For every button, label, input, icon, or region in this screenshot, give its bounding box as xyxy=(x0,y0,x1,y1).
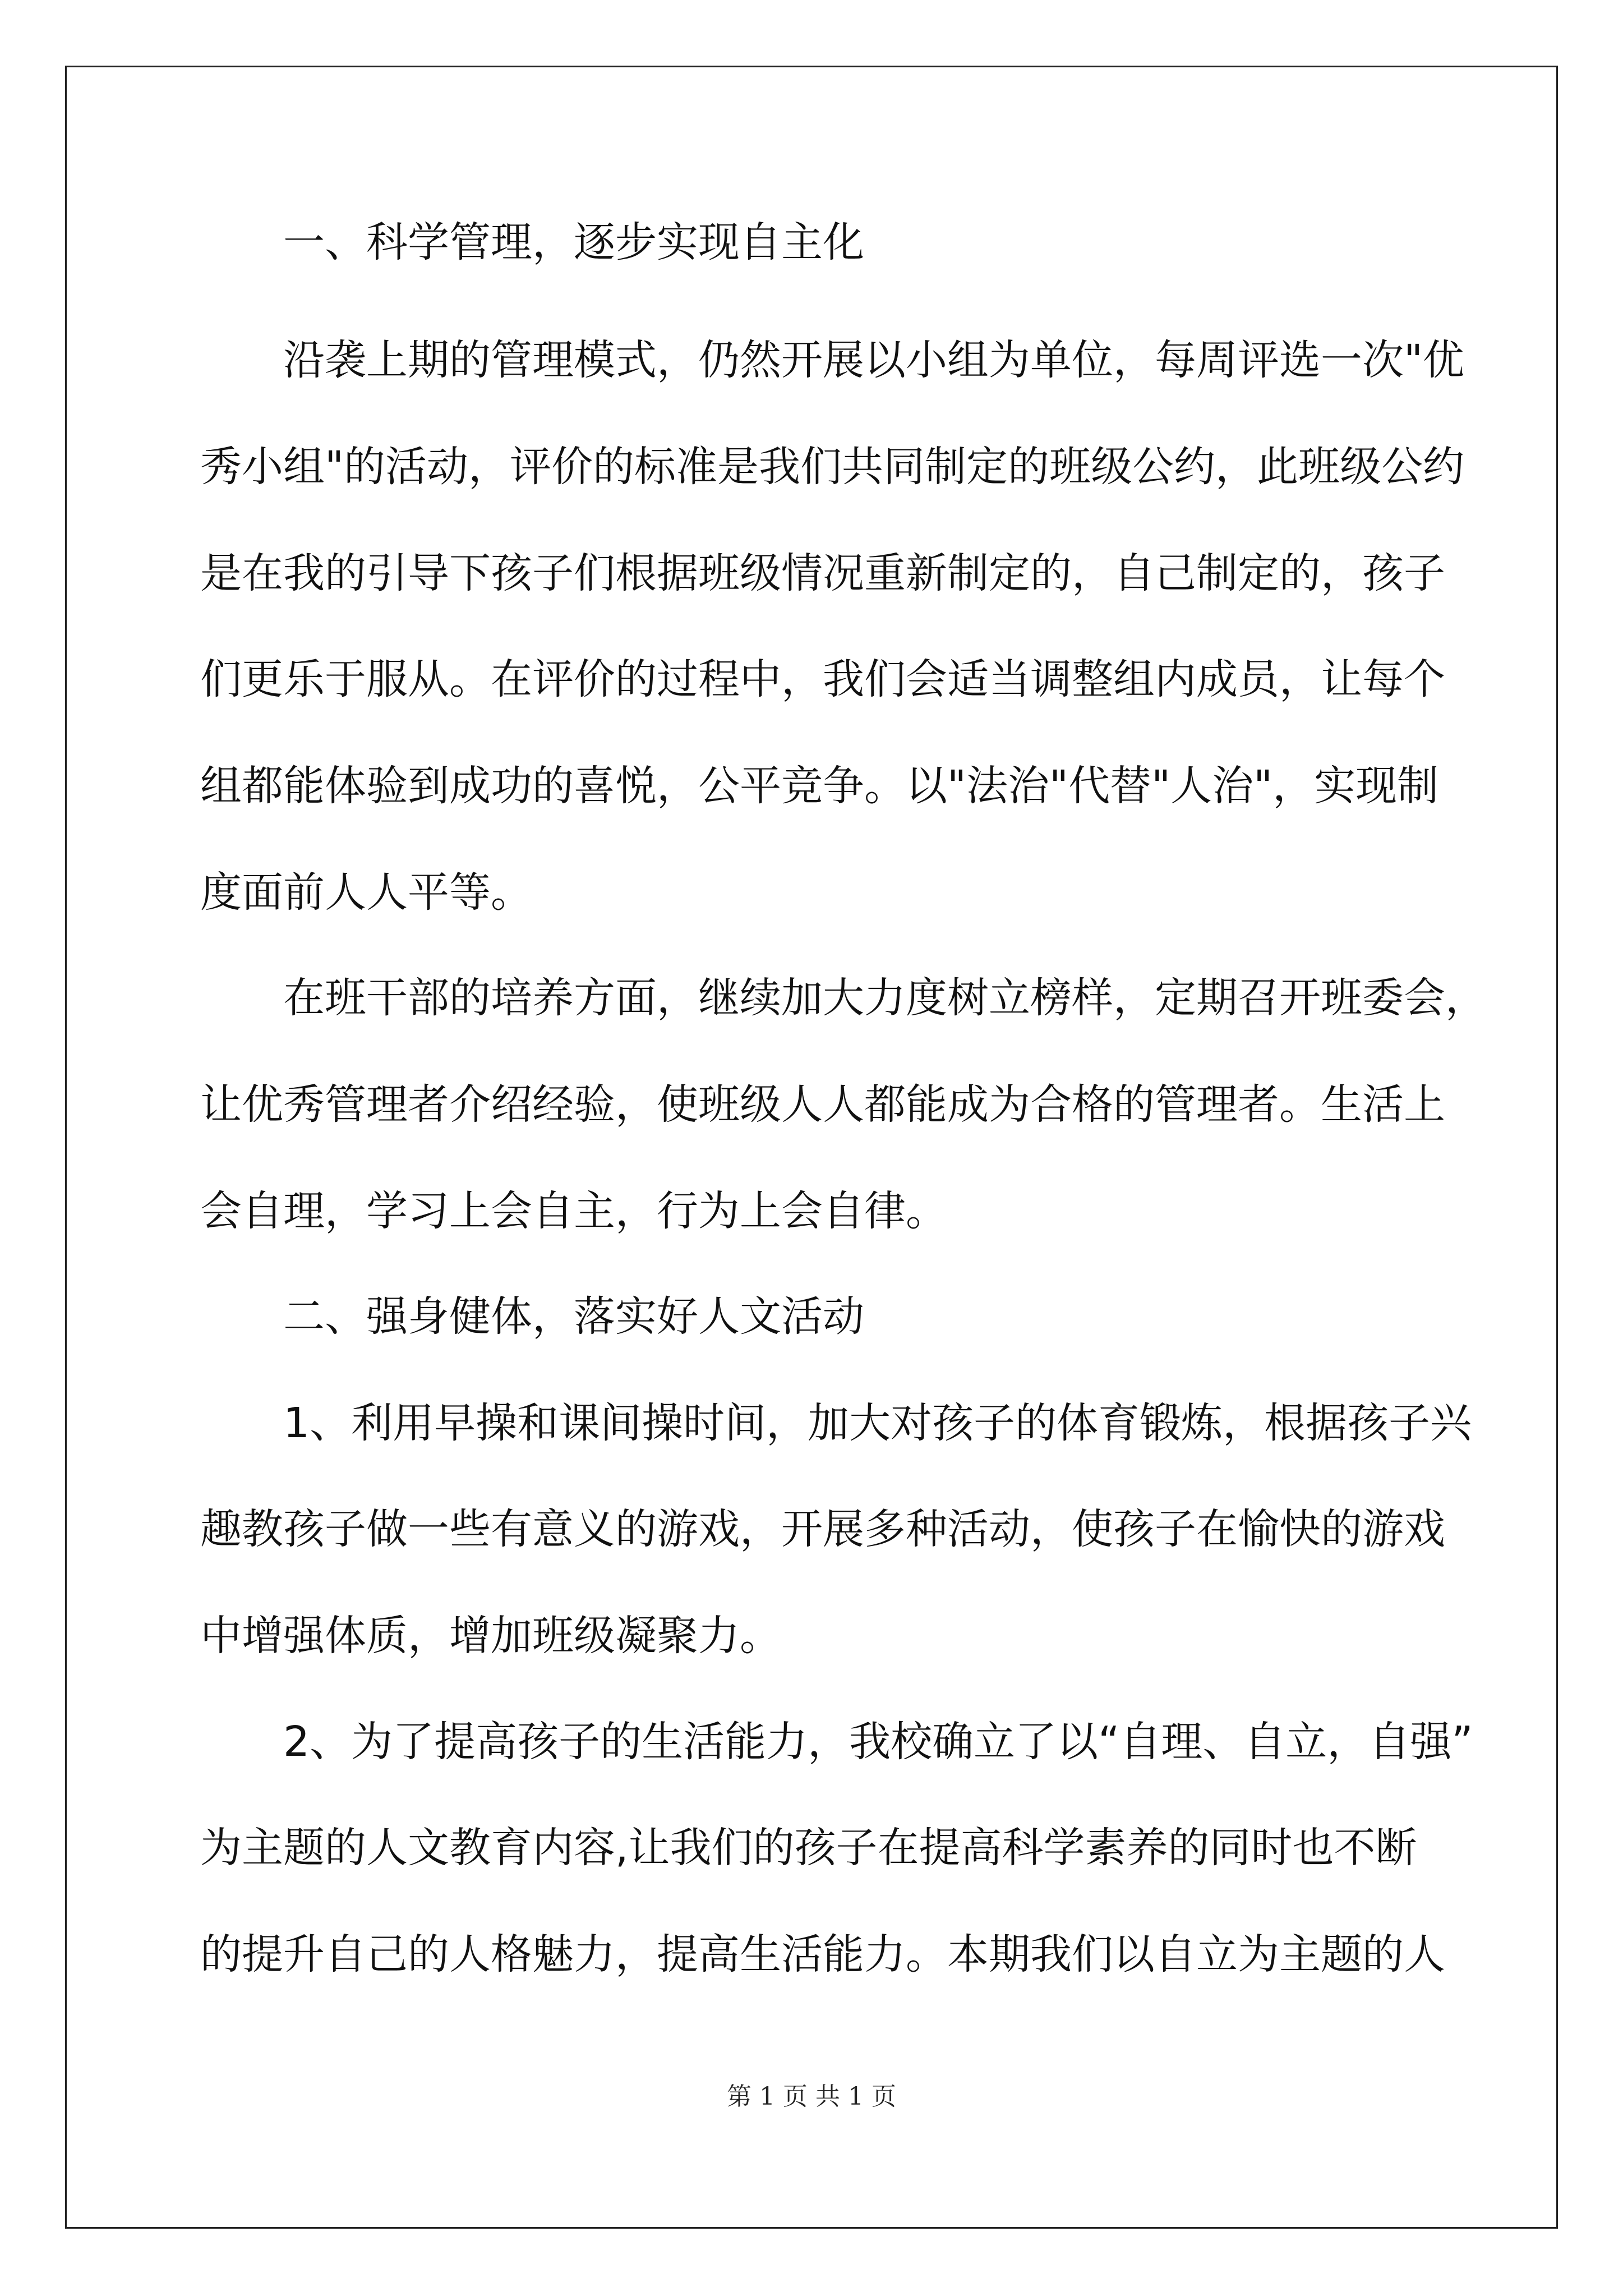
section-heading-1: 一、科学管理，逐步实现自主化 xyxy=(283,218,864,266)
paragraph-line: 中增强体质，增加班级凝聚力。 xyxy=(200,1612,781,1660)
paragraph-line: 趣教孩子做一些有意义的游戏，开展多种活动，使孩子在愉快的游戏 xyxy=(200,1505,1445,1553)
page-number: 第 1 页 共 1 页 xyxy=(727,2082,896,2111)
paragraph-line: 2、为了提高孩子的生活能力，我校确立了以“自理、自立，自强” xyxy=(283,1718,1473,1766)
paragraph-line: 组都能体验到成功的喜悦，公平竞争。以"法治"代替"人治"，实现制 xyxy=(200,762,1439,810)
section-heading-2: 二、强身健体，落实好人文活动 xyxy=(283,1292,864,1341)
paragraph-line: 秀小组"的活动，评价的标准是我们共同制定的班级公约，此班级公约 xyxy=(200,443,1465,491)
paragraph-line: 让优秀管理者介绍经验，使班级人人都能成为合格的管理者。生活上 xyxy=(200,1080,1445,1129)
paragraph-line: 在班干部的培养方面，继续加大力度树立榜样，定期召开班委会， xyxy=(283,974,1487,1022)
paragraph-line: 度面前人人平等。 xyxy=(200,868,532,917)
paragraph-line: 是在我的引导下孩子们根据班级情况重新制定的，自己制定的，孩子 xyxy=(200,549,1445,597)
page-border xyxy=(65,66,1558,2229)
paragraph-line: 沿袭上期的管理模式，仍然开展以小组为单位，每周评选一次"优 xyxy=(283,336,1465,384)
paragraph-line: 为主题的人文教育内容,让我们的孩子在提高科学素养的同时也不断 xyxy=(200,1824,1417,1872)
paragraph-line: 1、利用早操和课间操时间，加大对孩子的体育锻炼，根据孩子兴 xyxy=(283,1399,1472,1447)
paragraph-line: 们更乐于服从。在评价的过程中，我们会适当调整组内成员，让每个 xyxy=(200,655,1445,703)
paragraph-line: 会自理，学习上会自主，行为上会自律。 xyxy=(200,1187,947,1235)
paragraph-line: 的提升自己的人格魅力，提高生活能力。本期我们以自立为主题的人 xyxy=(200,1930,1445,1978)
